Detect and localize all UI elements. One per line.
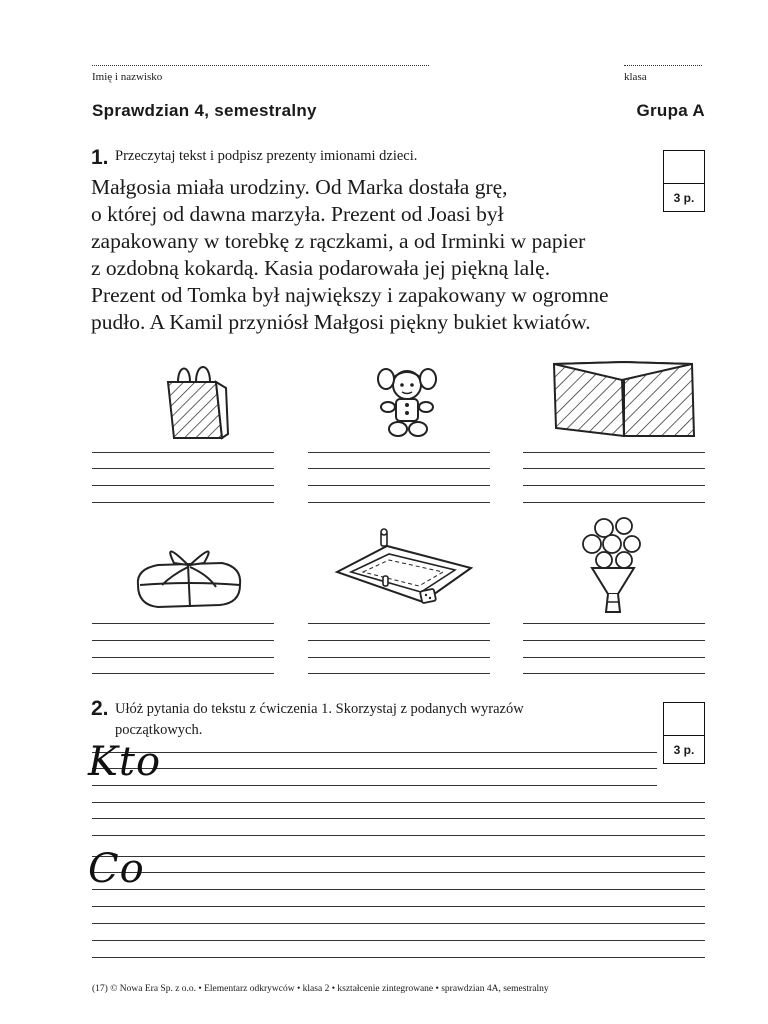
answer-line[interactable] [523, 485, 705, 486]
answer-line[interactable] [92, 640, 274, 641]
story-line: Prezent od Tomka był największy i zapakowany w ogromne [91, 283, 609, 307]
answer-line[interactable] [308, 502, 490, 503]
gift-bag-icon [160, 360, 232, 442]
task1-number: 1. [91, 146, 109, 169]
answer-line[interactable] [308, 657, 490, 658]
writing-line[interactable] [92, 906, 705, 907]
answer-line[interactable] [523, 623, 705, 624]
answer-line[interactable] [308, 623, 490, 624]
task1-points: 3 p. [663, 184, 705, 212]
writing-line[interactable] [92, 957, 705, 958]
class-field-line[interactable] [624, 64, 702, 66]
task2-instruction [115, 699, 655, 741]
footer-credits: (17) © Nowa Era Sp. z o.o. • Elementarz odkrywców • klasa 2 • kształcenie zintegrowane • sprawdzian 4A, semestralny [92, 984, 549, 994]
answer-line[interactable] [523, 452, 705, 453]
writing-line[interactable] [92, 889, 705, 890]
writing-line[interactable] [92, 768, 657, 769]
doll-icon [372, 365, 442, 439]
name-label: Imię i nazwisko [92, 71, 163, 83]
test-title: Sprawdzian 4, semestralny [92, 101, 317, 120]
story-line: z ozdobną kokardą. Kasia podarowała jej piękną lalę. [91, 256, 551, 280]
task2-instruction-line: Ułóż pytania do tekstu z ćwiczenia 1. Skorzystaj z podanych wyrazów [115, 701, 524, 717]
answer-line[interactable] [92, 452, 274, 453]
starter-word-co: Co [88, 846, 145, 892]
task1-instruction: Przeczytaj tekst i podpisz prezenty imionami dzieci. [115, 148, 418, 164]
answer-line[interactable] [308, 468, 490, 469]
answer-line[interactable] [308, 673, 490, 674]
writing-line[interactable] [92, 818, 705, 819]
task2-instruction-line: początkowych. [115, 722, 203, 738]
large-box-icon [548, 358, 698, 442]
story-line: pudło. A Kamil przyniósł Małgosi piękny bukiet kwiatów. [91, 310, 591, 334]
answer-line[interactable] [92, 485, 274, 486]
answer-line[interactable] [92, 673, 274, 674]
writing-line[interactable] [92, 856, 705, 857]
name-field-line[interactable] [92, 64, 429, 66]
writing-line[interactable] [92, 752, 657, 753]
answer-line[interactable] [92, 468, 274, 469]
starter-word-kto: Kto [88, 739, 162, 785]
answer-line[interactable] [523, 502, 705, 503]
writing-line[interactable] [92, 785, 657, 786]
answer-line[interactable] [523, 657, 705, 658]
board-game-icon [333, 528, 473, 614]
flower-bouquet-icon [578, 516, 648, 616]
wrapped-gift-icon [132, 545, 247, 610]
story-line: o której od dawna marzyła. Prezent od Joasi był [91, 202, 504, 226]
answer-line[interactable] [523, 640, 705, 641]
task2-score-box[interactable] [663, 702, 705, 736]
story-line: zapakowany w torebkę z rączkami, a od Irminki w papier [91, 229, 586, 253]
writing-line[interactable] [92, 940, 705, 941]
task2-points: 3 p. [663, 736, 705, 764]
writing-line[interactable] [92, 872, 705, 873]
writing-line[interactable] [92, 923, 705, 924]
answer-line[interactable] [523, 468, 705, 469]
answer-line[interactable] [92, 502, 274, 503]
writing-line[interactable] [92, 835, 705, 836]
task2-score [663, 702, 705, 764]
task1-story [91, 174, 711, 336]
answer-line[interactable] [92, 657, 274, 658]
group-label: Grupa A [636, 101, 705, 120]
answer-line[interactable] [308, 452, 490, 453]
answer-line[interactable] [308, 640, 490, 641]
answer-line[interactable] [523, 673, 705, 674]
answer-line[interactable] [92, 623, 274, 624]
story-line: Małgosia miała urodziny. Od Marka dostała grę, [91, 175, 508, 199]
writing-line[interactable] [92, 802, 705, 803]
class-label: klasa [624, 71, 647, 83]
answer-line[interactable] [308, 485, 490, 486]
task2-number: 2. [91, 697, 109, 720]
